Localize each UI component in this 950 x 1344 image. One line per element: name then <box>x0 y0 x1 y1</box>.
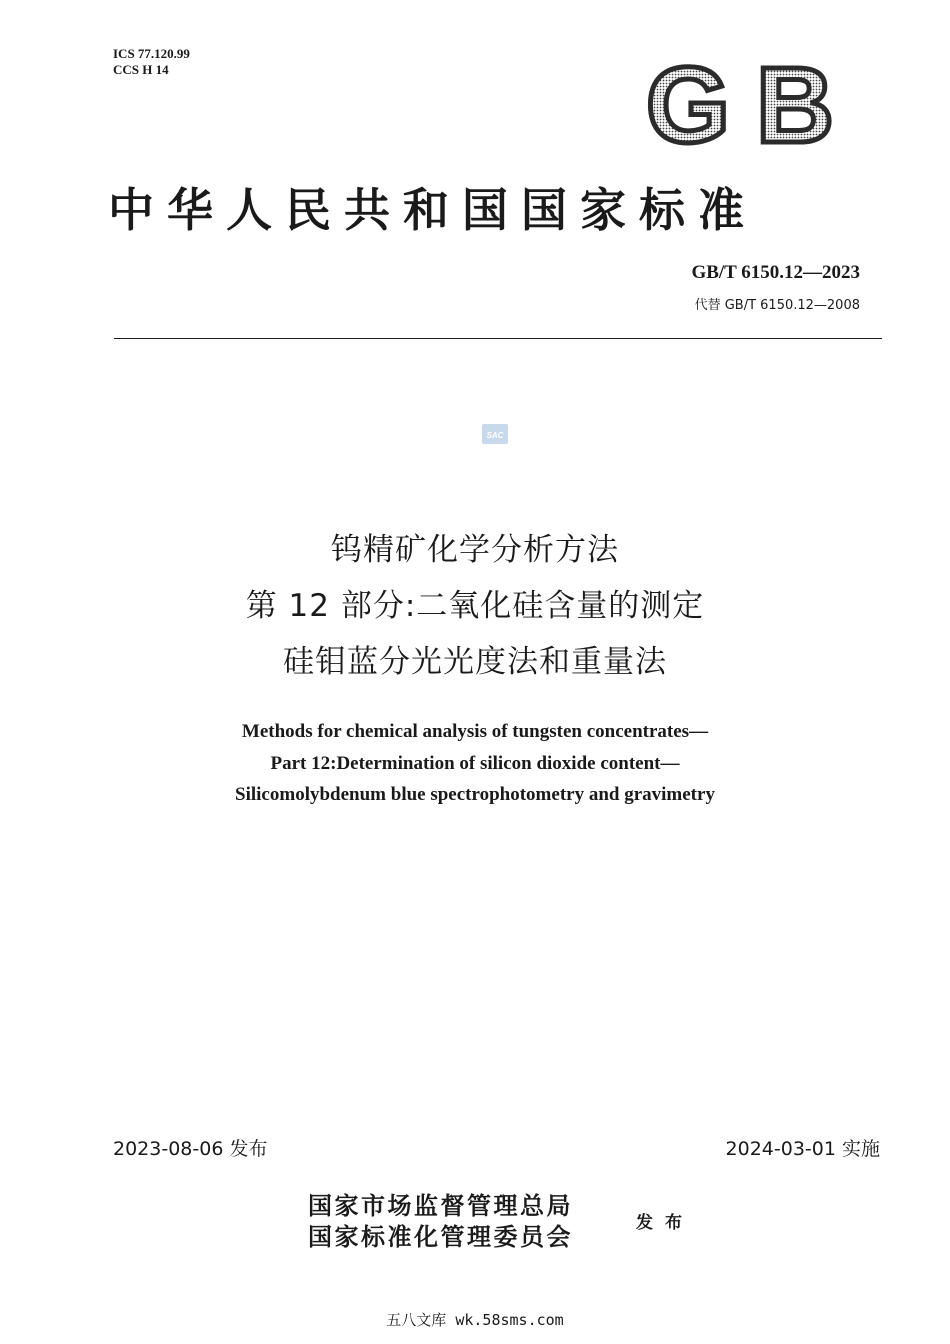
header-divider <box>114 338 882 339</box>
issue-date: 2023-08-06 发布 <box>113 1138 268 1160</box>
gb-logo <box>644 58 834 150</box>
issuing-authorities <box>308 1190 573 1252</box>
footer-watermark: 五八文库 wk.58sms.com <box>386 1311 564 1329</box>
sac-watermark-icon <box>481 423 509 445</box>
issuer-sac: 国家标准化管理委员会 <box>308 1222 573 1251</box>
national-standard-title: 中华人民共和国国家标准 <box>108 183 757 237</box>
gb-logo-icon <box>644 58 834 150</box>
english-title-line-2: Part 12:Determination of silicon dioxide content— <box>270 752 680 774</box>
issuer-samr: 国家市场监督管理总局 <box>308 1191 573 1220</box>
implementation-date: 2024-03-01 实施 <box>725 1138 880 1160</box>
chinese-title <box>0 522 950 690</box>
ccs-code: CCS H 14 <box>113 62 169 77</box>
publish-label: 发布 <box>636 1213 694 1233</box>
chinese-title-line-2: 第 12 部分:二氧化硅含量的测定 <box>245 588 705 624</box>
chinese-title-line-3: 硅钼蓝分光光度法和重量法 <box>283 644 667 680</box>
chinese-title-line-1: 钨精矿化学分析方法 <box>331 532 619 568</box>
sac-watermark-text: SAC <box>486 431 504 440</box>
standard-number: GB/T 6150.12—2023 <box>691 262 860 283</box>
english-title <box>0 716 950 811</box>
ics-code: ICS 77.120.99 <box>113 46 190 61</box>
replaced-standard: 代替 GB/T 6150.12—2008 <box>694 298 860 313</box>
gb-logo-text: GB <box>646 58 830 150</box>
classification-codes <box>113 46 190 78</box>
sac-watermark <box>481 423 509 445</box>
english-title-line-3: Silicomolybdenum blue spectrophotometry and gravimetry <box>235 784 715 805</box>
english-title-line-1: Methods for chemical analysis of tungsten concentrates— <box>241 721 709 742</box>
